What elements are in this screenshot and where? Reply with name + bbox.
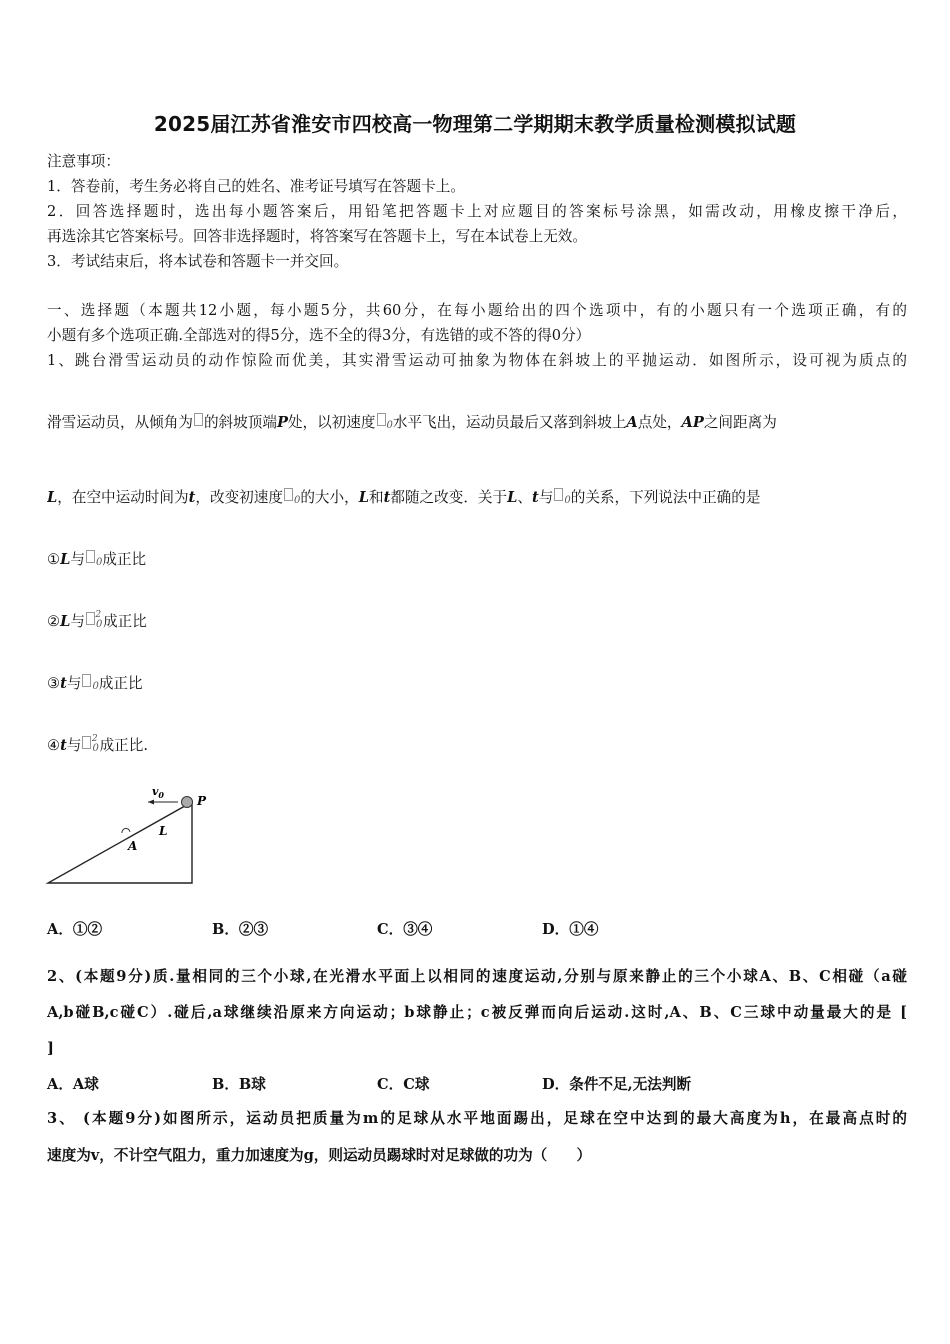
v0-placeholder-icon bbox=[554, 488, 563, 501]
statement-3: ③t与 0成正比 bbox=[47, 675, 143, 692]
question-2-text: ] bbox=[47, 1040, 54, 1057]
page-title: 2025届江苏省淮安市四校高一物理第二学期期末教学质量检测模拟试题 bbox=[153, 112, 797, 136]
question-3-text: 3、 (本题9分)如图所示，运动员把质量为m的足球从水平地面踢出，足球在空中达到的最大高度为h，在最高点时的 bbox=[47, 1110, 907, 1127]
length-l-label: L bbox=[159, 824, 168, 838]
skier-ball bbox=[182, 797, 193, 808]
section-instructions: 一、选择题（本题共12小题，每小题5分，共60分，在每小题给出的四个选项中，有的小题只有一个选项正确，有的 bbox=[47, 302, 907, 319]
point-a-label: A bbox=[128, 839, 138, 853]
question-2-text: A,b碰B,c碰C）.碰后,a球继续沿原来方向运动；b球静止；c被反弹而向后运动.这时,A、B、C三球中动量最大的是 [ bbox=[47, 1004, 907, 1021]
q2-option-c[interactable]: C．C球 bbox=[377, 1076, 430, 1093]
q1-option-b[interactable]: B．②③ bbox=[212, 921, 269, 938]
question-3-text: 速度为v，不计空气阻力，重力加速度为g，则运动员踢球时对足球做的功为（ ） bbox=[47, 1147, 592, 1164]
v0-placeholder-icon bbox=[377, 413, 386, 426]
question-1-text: 1、跳台滑雪运动员的动作惊险而优美，其实滑雪运动可抽象为物体在斜坡上的平抛运动．如图所示，设可视为质点的 bbox=[47, 352, 907, 369]
notice-item: 再选涂其它答案标号。回答非选择题时，将答案写在答题卡上，写在本试卷上无效。 bbox=[47, 228, 587, 245]
section-instructions: 小题有多个选项正确.全部选对的得5分，选不全的得3分，有选错的或不答的得0分） bbox=[47, 327, 591, 344]
notice-heading: 注意事项： bbox=[47, 153, 120, 170]
q2-option-a[interactable]: A．A球 bbox=[47, 1076, 99, 1093]
question-1-text: L，在空中运动时间为t，改变初速度 0的大小，L和t都随之改变．关于L、t与 0的关系，下列说法中正确的是 bbox=[47, 489, 761, 506]
q1-option-a[interactable]: A．①② bbox=[47, 921, 103, 938]
v0-placeholder-icon bbox=[82, 736, 91, 749]
notice-item: 1．答卷前，考生务必将自己的姓名、准考证号填写在答题卡上。 bbox=[47, 178, 465, 195]
q2-option-d[interactable]: D．条件不足,无法判断 bbox=[542, 1076, 692, 1093]
q1-option-d[interactable]: D．①④ bbox=[542, 921, 599, 938]
v0-label: $v_0$ bbox=[152, 785, 164, 800]
landing-mark-icon bbox=[122, 828, 130, 833]
statement-4: ④t与 $0^2$ 成正比. bbox=[47, 734, 148, 754]
theta-placeholder-icon bbox=[194, 413, 203, 426]
notice-item: 3．考试结束后，将本试卷和答题卡一并交回。 bbox=[47, 253, 349, 270]
v0-placeholder-icon bbox=[82, 674, 91, 687]
statement-2: ②L与 $0^2$ 成正比 bbox=[47, 610, 147, 630]
point-p-label: P bbox=[197, 794, 207, 808]
slope-triangle bbox=[48, 802, 192, 883]
v0-placeholder-icon bbox=[86, 612, 95, 625]
question-2-text: 2、(本题9分)质.量相同的三个小球,在光滑水平面上以相同的速度运动,分别与原来静止的三个小球A、B、C相碰（a碰 bbox=[47, 968, 907, 985]
notice-item: 2．回答选择题时，选出每小题答案后，用铅笔把答题卡上对应题目的答案标号涂黑，如需改动，用橡皮擦干净后， bbox=[47, 203, 907, 220]
v0-placeholder-icon bbox=[86, 550, 95, 563]
arrow-head-icon bbox=[148, 800, 154, 805]
statement-1: ①L与 0成正比 bbox=[47, 551, 147, 568]
q1-option-c[interactable]: C．③④ bbox=[377, 921, 433, 938]
question-1-text: 滑雪运动员，从倾角为 的斜坡顶端P处，以初速度 0水平飞出，运动员最后又落到斜坡上A点处，AP之间距离为 bbox=[47, 414, 777, 431]
q2-option-b[interactable]: B．B球 bbox=[212, 1076, 266, 1093]
slope-diagram bbox=[44, 780, 224, 890]
v0-placeholder-icon bbox=[284, 488, 293, 501]
